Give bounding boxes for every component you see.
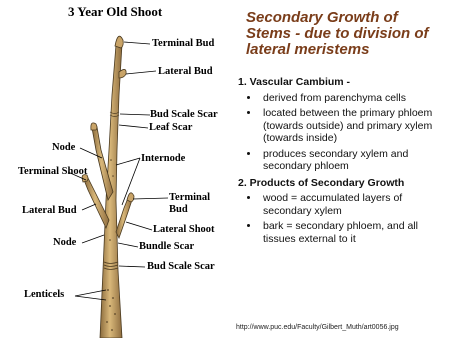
section-heading-1: 1. Vascular Cambium - [238,76,351,88]
bullet-item: • bark = secondary phloem, and all tissues external to it [260,220,443,245]
label-lateral-bud-left: Lateral Bud [22,205,77,216]
label-bud-scale-scar-bottom: Bud Scale Scar [147,261,215,272]
slide-title [246,10,446,58]
section-2-bullets [238,192,443,245]
bullet-item: • produces secondary xylem and secondary phloem [260,148,443,173]
bullet-item: • wood = accumulated layers of secondary xylem [260,192,443,217]
slide-title-rest: - due to division of lateral meristems [246,25,429,58]
section-heading-2: 2. Products of Secondary Growth [238,176,405,189]
label-lenticels: Lenticels [24,289,65,300]
label-bud-scale-scar-top: Bud Scale Scar [150,109,218,120]
source-url: http://www.puc.edu/Faculty/Gilbert_Muth/art0056.jpg [236,324,399,331]
label-node-bottom: Node [53,237,77,248]
bullet-item: • located between the primary phloem (towards outside) and primary xylem (towards inside) [260,107,443,145]
label-leaf-scar: Leaf Scar [149,122,193,133]
label-internode: Internode [141,153,186,164]
label-lateral-shoot: Lateral Shoot [153,224,215,235]
slide-content [238,76,443,249]
label-terminal-shoot: Terminal Shoot [18,166,88,177]
label-bundle-scar: Bundle Scar [139,241,195,252]
figure-title: 3 Year Old Shoot [68,4,163,19]
label-terminal-bud-mid-1: Terminal [169,192,211,203]
right-lateral-bud [127,193,134,202]
slide-title-italic: Secondary Growth of Stems [246,9,398,42]
right-lateral-shoot [116,198,132,238]
label-node-top: Node [52,142,76,153]
bullet-item: • derived from parenchyma cells [260,92,443,105]
label-terminal-bud-top: Terminal Bud [152,38,215,49]
label-terminal-bud-mid-2: Bud [169,204,188,215]
terminal-bud-top [115,36,123,48]
left-branch-bud [91,123,97,130]
label-lateral-bud-top: Lateral Bud [158,66,213,77]
section-1-bullets [238,92,443,173]
